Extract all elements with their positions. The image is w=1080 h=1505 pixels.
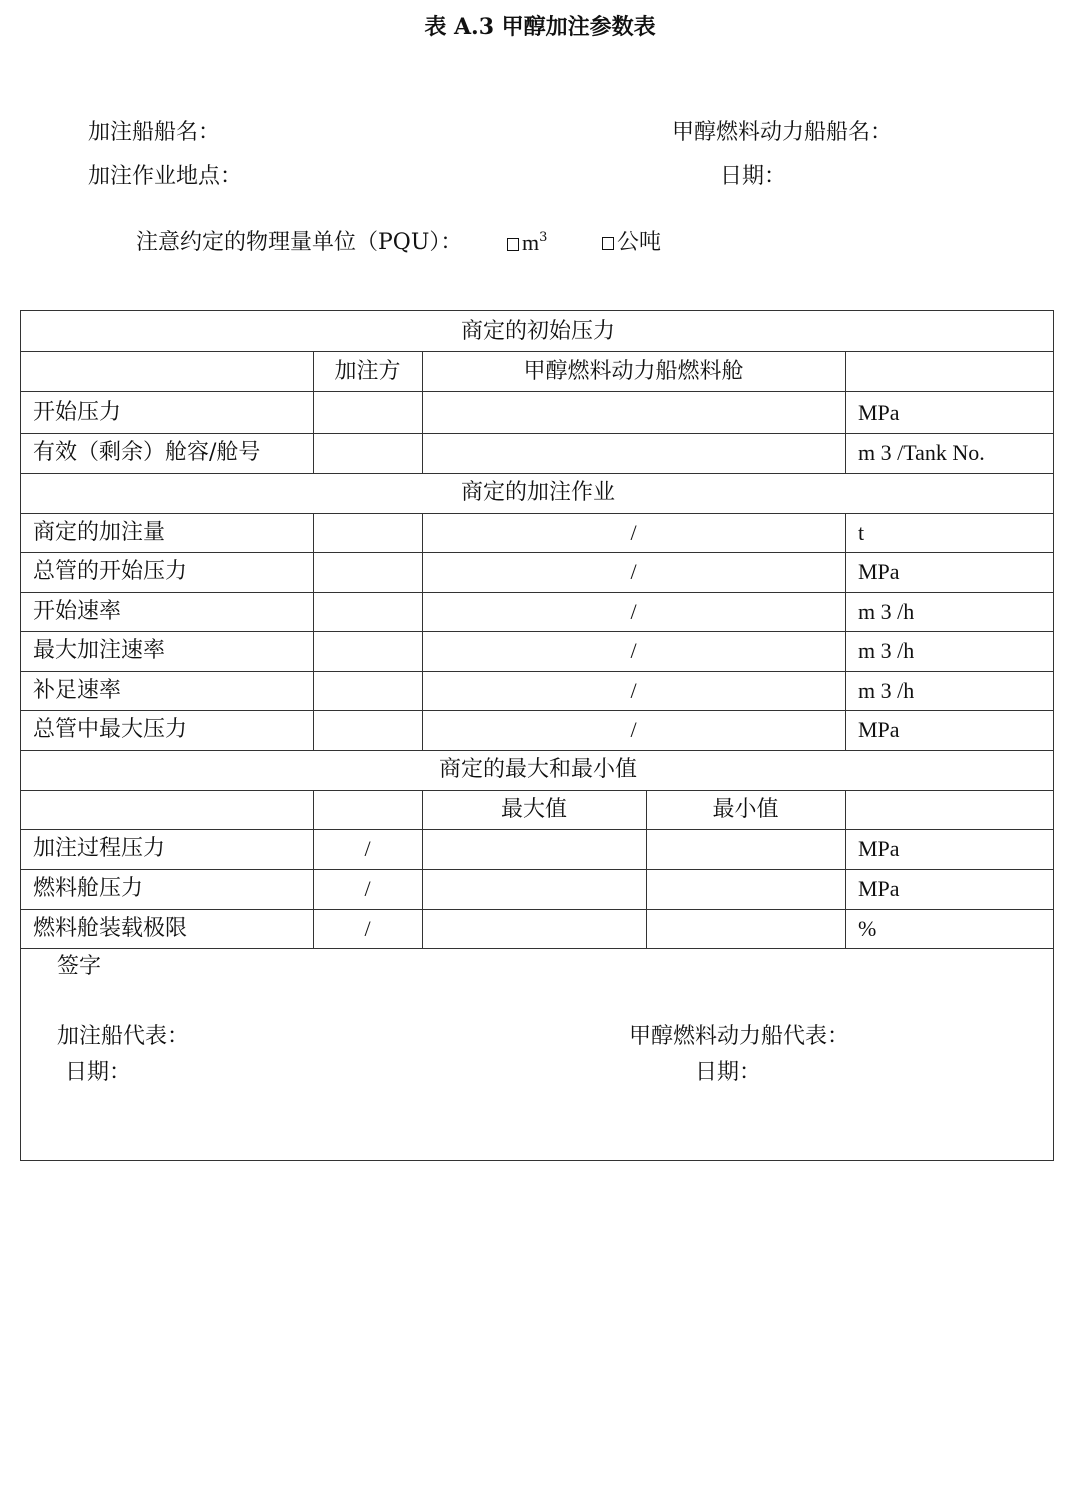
row-unit: m 3 /h [858, 599, 915, 624]
row-label: 有效（剩余）舱容/舱号 [33, 440, 261, 465]
pqu-option-ton-label: 公吨 [617, 230, 662, 255]
methanol-rep-label: 甲醇燃料动力船代表： [629, 1024, 850, 1049]
row-label: 燃料舱压力 [33, 876, 144, 901]
row-unit: MPa [858, 559, 900, 584]
row-unit: m 3 /Tank No. [858, 440, 985, 465]
col-divider [313, 513, 314, 750]
row-label: 开始速率 [33, 599, 122, 624]
date-label: 日期： [720, 164, 787, 189]
signature-date-right: 日期： [695, 1060, 762, 1085]
section-heading-max-min: 商定的最大和最小值 [438, 757, 637, 782]
col-divider [845, 513, 846, 750]
row-divider [21, 948, 1053, 949]
row-slash: / [630, 678, 637, 703]
row-label: 开始压力 [33, 400, 122, 425]
row-label: 总管的开始压力 [33, 559, 188, 584]
page-title: 表 A.3 甲醇加注参数表 [424, 14, 656, 40]
pqu-label: 注意约定的物理量单位（PQU）： [136, 230, 463, 255]
row-slash: / [364, 916, 371, 941]
row-label: 最大加注速率 [33, 638, 166, 663]
row-unit: MPa [858, 876, 900, 901]
col-header-supplier: 加注方 [334, 359, 401, 384]
row-unit: % [858, 916, 877, 941]
bunker-rep-label: 加注船代表： [57, 1024, 190, 1049]
col-divider [845, 790, 846, 948]
pqu-option-m3[interactable] [507, 228, 547, 259]
pqu-option-m3-label: m [522, 230, 540, 255]
signature-date-left: 日期： [65, 1060, 132, 1085]
row-slash: / [630, 638, 637, 663]
section-heading-initial-pressure: 商定的初始压力 [460, 319, 615, 344]
row-unit: t [858, 520, 865, 545]
row-label: 总管中最大压力 [33, 717, 188, 742]
bunkering-parameter-table [20, 310, 1054, 1161]
row-slash: / [630, 559, 637, 584]
methanol-ship-name-label: 甲醇燃料动力船船名： [672, 120, 893, 145]
row-slash: / [630, 520, 637, 545]
row-unit: m 3 /h [858, 678, 915, 703]
checkbox-icon[interactable] [602, 237, 614, 250]
row-label: 燃料舱装载极限 [33, 916, 188, 941]
checkbox-icon[interactable] [507, 238, 519, 251]
row-slash: / [630, 599, 637, 624]
pqu-option-m3-sup: 3 [539, 230, 548, 245]
col-header-receiver: 甲醇燃料动力船燃料舱 [523, 359, 744, 384]
row-slash: / [364, 836, 371, 861]
bunker-ship-name-label: 加注船船名： [88, 120, 221, 145]
col-header-min: 最小值 [712, 797, 779, 822]
row-unit: MPa [858, 836, 900, 861]
row-divider [21, 391, 1053, 392]
location-label: 加注作业地点： [88, 164, 243, 189]
row-unit: m 3 /h [858, 638, 915, 663]
section-heading-bunkering-operation: 商定的加注作业 [460, 480, 615, 505]
signature-label: 签字 [57, 954, 102, 979]
col-header-max: 最大值 [500, 797, 567, 822]
row-slash: / [630, 717, 637, 742]
row-unit: MPa [858, 400, 900, 425]
row-label: 加注过程压力 [33, 836, 166, 861]
row-slash: / [364, 876, 371, 901]
row-unit: MPa [858, 717, 900, 742]
row-label: 商定的加注量 [33, 520, 166, 545]
col-divider [845, 351, 846, 473]
row-label: 补足速率 [33, 678, 122, 703]
pqu-option-ton[interactable] [602, 228, 661, 258]
